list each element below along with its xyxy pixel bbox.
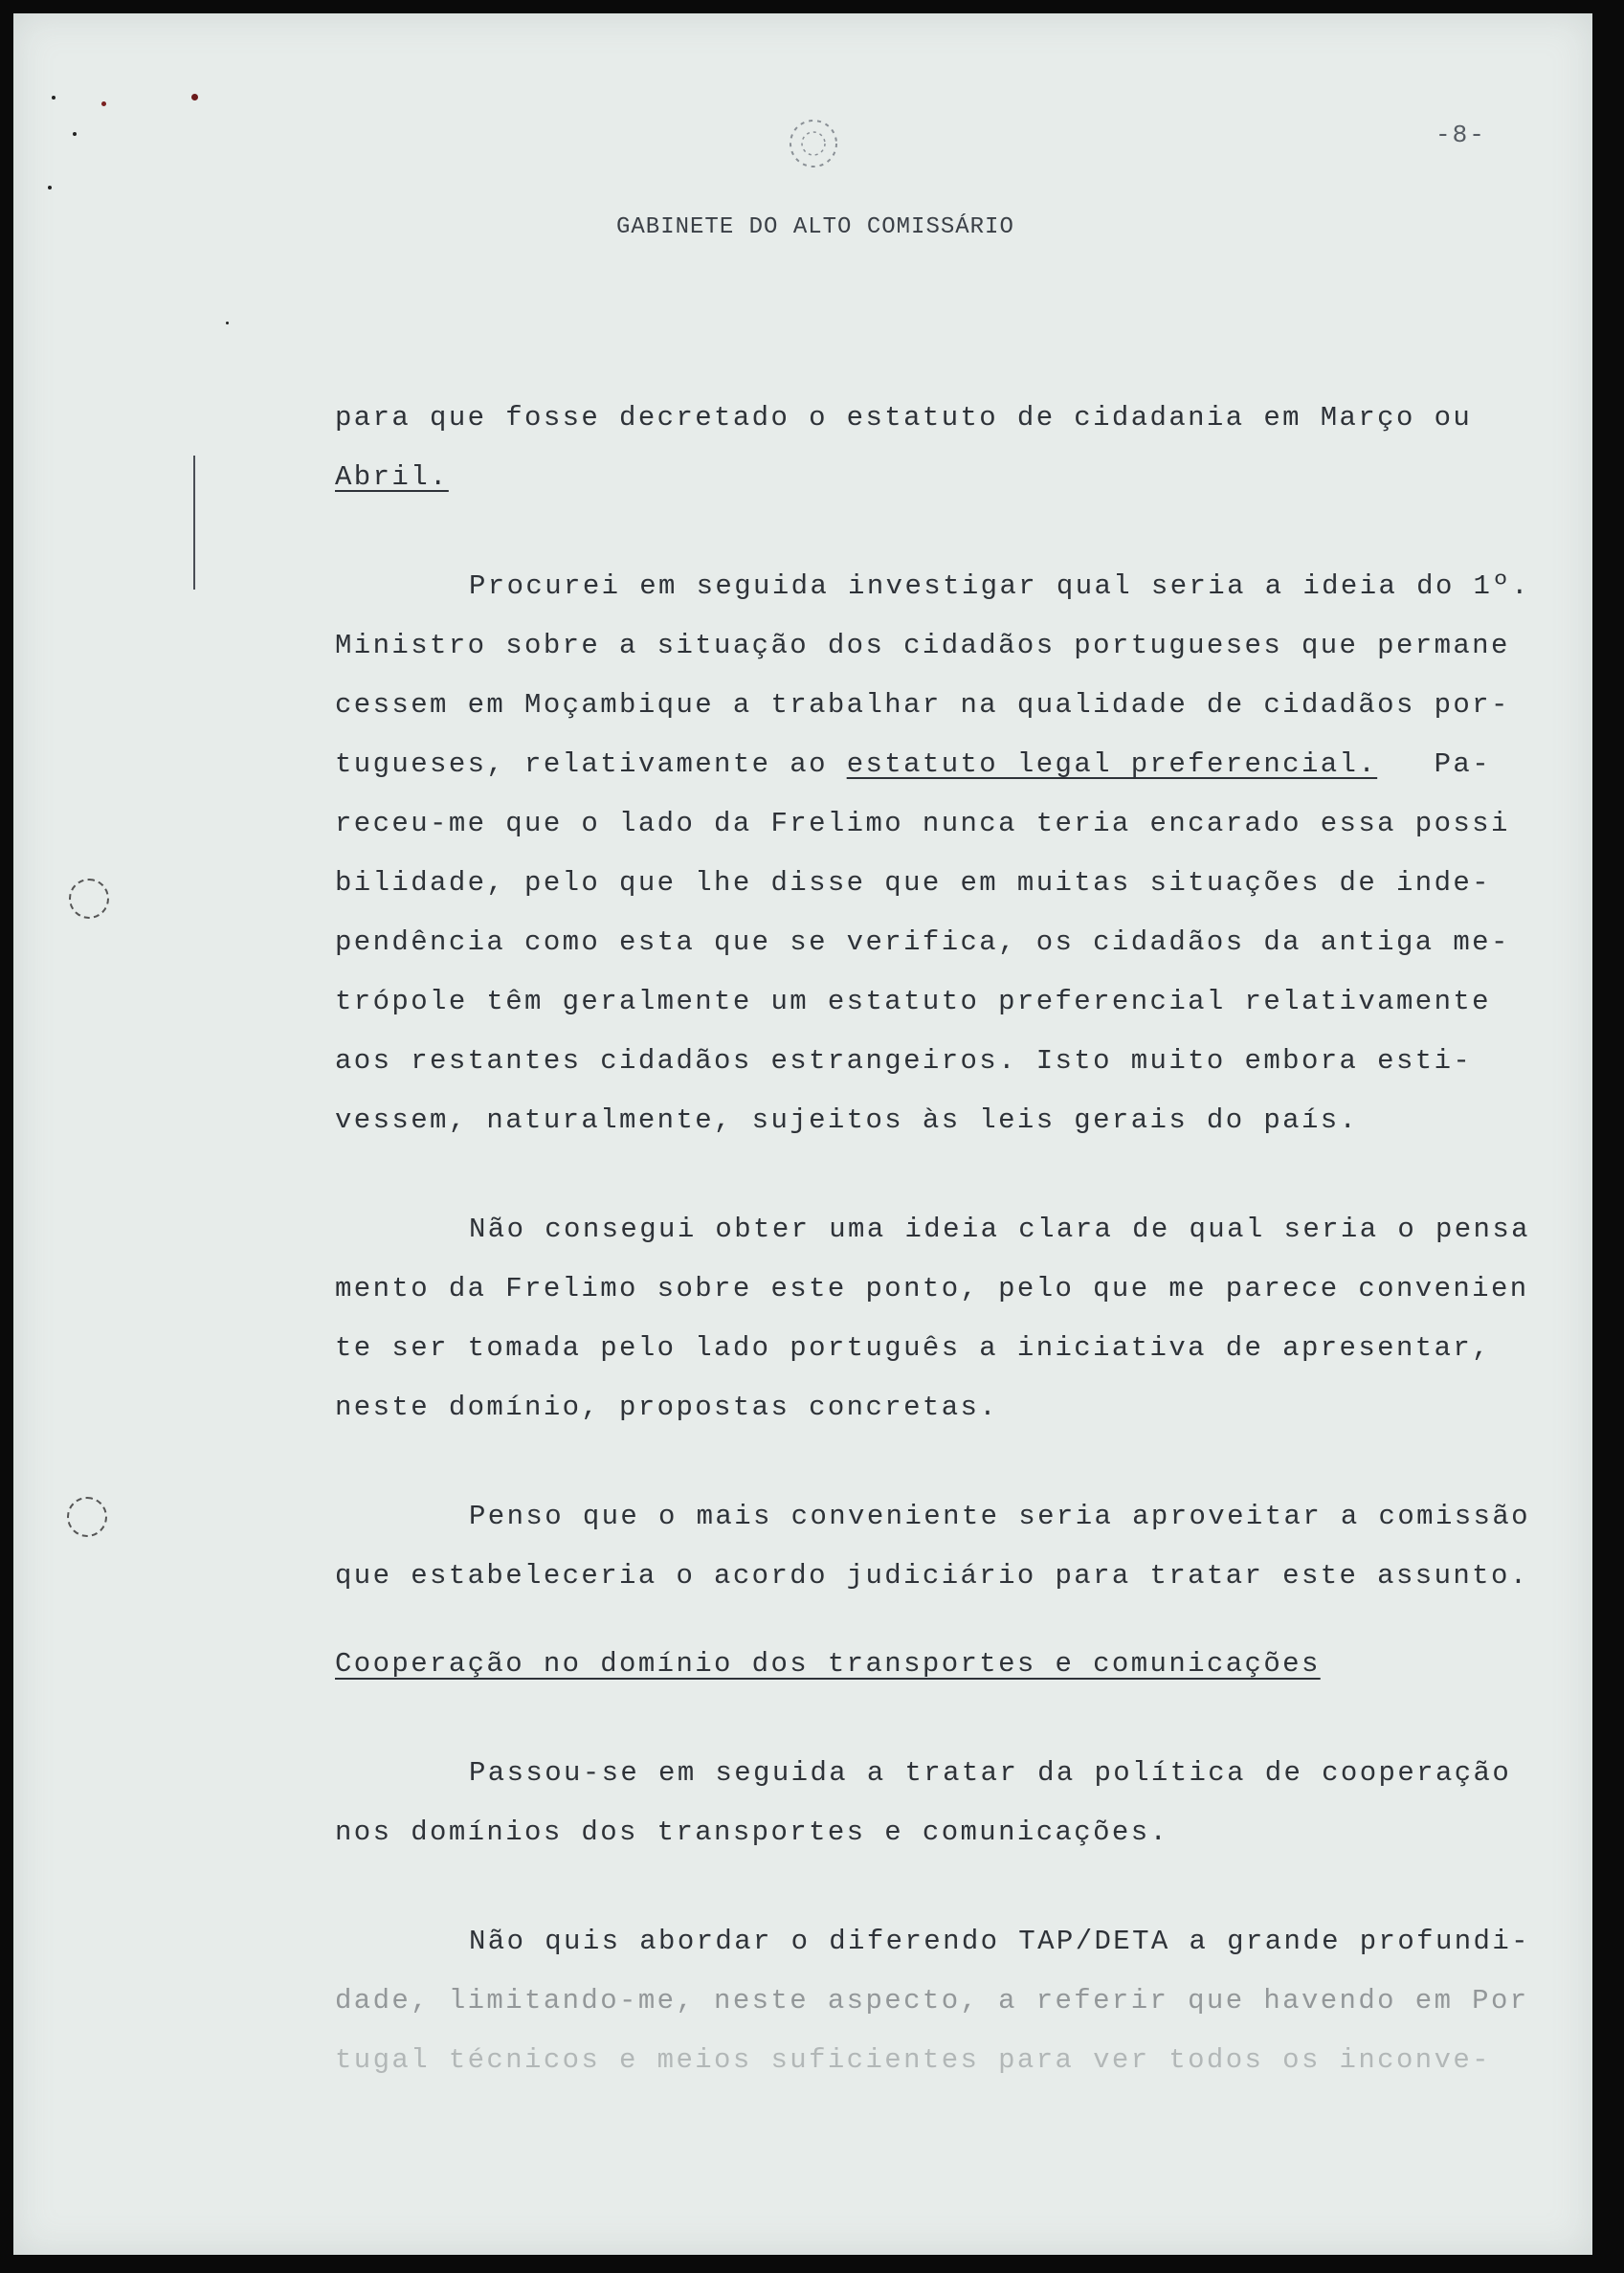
ink-speck [101,101,106,106]
punch-hole [69,879,109,919]
text-line: tugal técnicos e meios suficientes para ver todos os inconve- [335,2044,1491,2076]
text-line: Não consegui obter uma ideia clara de qual seria o pensa [469,1214,1530,1245]
ink-speck [52,96,56,100]
page-number: -8- [1435,121,1486,149]
text-line: Penso que o mais conveniente seria aproveitar a comissão [469,1501,1530,1532]
text-line: cessem em Moçambique a trabalhar na qualidade de cidadãos por- [335,689,1510,721]
ink-speck [226,322,229,324]
text-line: tugueses, relativamente ao estatuto legal preferencial. Pa- [335,748,1492,780]
letter-body [335,389,1579,2090]
text-line: dade, limitando-me, neste aspecto, a referir que havendo em Por [335,1985,1529,2017]
ink-speck [73,132,77,136]
text-line: neste domínio, propostas concretas. [335,1392,999,1423]
ink-speck [191,94,198,100]
text-line: nos domínios dos transportes e comunicações. [335,1816,1169,1848]
text-line: Passou-se em seguida a tratar da política de cooperação [469,1757,1512,1789]
text-line: Ministro sobre a situação dos cidadãos portugueses que permane [335,630,1510,661]
text-line: te ser tomada pelo lado português a iniciativa de apresentar, [335,1332,1491,1364]
ink-speck [48,186,52,189]
letterhead: GABINETE DO ALTO COMISSÁRIO [616,214,1014,240]
text-line: Procurei em seguida investigar qual seria a ideia do 1º. [469,570,1530,602]
text-line: para que fosse decretado o estatuto de cidadania em Março ou [335,402,1473,434]
text-line: receu-me que o lado da Frelimo nunca teria encarado essa possi [335,808,1510,839]
margin-mark [193,456,195,590]
section-heading: Cooperação no domínio dos transportes e comunicações [335,1648,1321,1680]
text-line: que estabeleceria o acordo judiciário para tratar este assunto. [335,1560,1529,1592]
text-line: bilidade, pelo que lhe disse que em muitas situações de inde- [335,867,1491,899]
punch-hole [67,1497,107,1537]
document-page [13,13,1592,2255]
text-line: Abril. [335,461,449,493]
text-line: aos restantes cidadãos estrangeiros. Isto muito embora esti- [335,1045,1473,1077]
text-line: vessem, naturalmente, sujeitos às leis gerais do país. [335,1104,1359,1136]
text-line: trópole têm geralmente um estatuto preferencial relativamente [335,986,1491,1017]
underlined-phrase: estatuto legal preferencial. [846,748,1378,780]
seal-icon [783,113,844,174]
text-line: Não quis abordar o diferendo TAP/DETA a grande profundi- [469,1926,1530,1957]
text-line: pendência como esta que se verifica, os cidadãos da antiga me- [335,926,1510,958]
text-line: mento da Frelimo sobre este ponto, pelo que me parece convenien [335,1273,1529,1304]
